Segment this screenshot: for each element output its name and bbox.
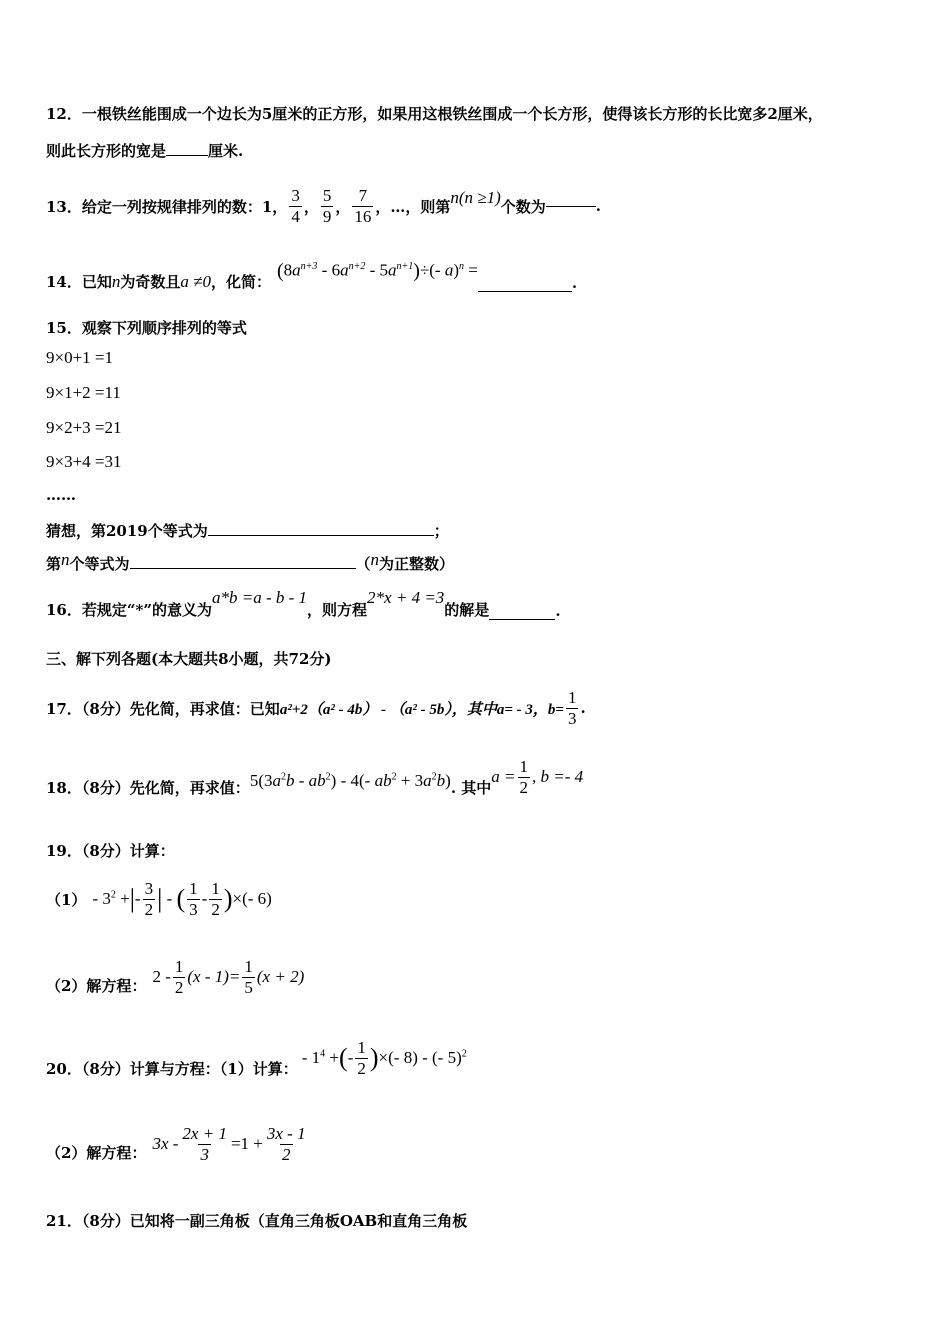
numerator: 1 [357, 1037, 366, 1057]
q19-p1-expression: - $3^2$ + [92, 889, 130, 908]
q14-prefix: 14．已知 [46, 273, 112, 291]
q13-suffix: 个数为 [500, 197, 546, 216]
q13-end: . [595, 197, 602, 215]
plus: + [115, 889, 130, 908]
q20-p1-expression: - $1^4$ + [301, 1048, 340, 1067]
q12-line1: 12．一根铁丝能围成一个边长为5厘米的正方形，如果用这根铁丝围成一个长方形，使得该长方形的长比宽多2厘米， [46, 105, 823, 123]
q16-prefix: 16．若规定“*”的意义为 [46, 601, 212, 619]
fraction [242, 957, 255, 997]
q15-nth-b: 个等式为 [69, 555, 130, 573]
q15-nth-d: 为正整数） [379, 555, 455, 573]
q21-text: 21．（8分）已知将一副三角板（直角三角板OAB和直角三角板 [46, 1212, 468, 1230]
fraction [209, 879, 222, 919]
numerator: 1 [189, 878, 198, 898]
q16 [46, 590, 561, 620]
q14-mid: 为奇数且 [120, 273, 181, 291]
part-label: （2）解方程： [46, 976, 147, 995]
denominator: 5 [244, 977, 253, 997]
denominator: 2 [282, 1144, 291, 1164]
fraction [352, 186, 373, 226]
numerator: 7 [358, 185, 368, 205]
q15-guess-text: 猜想，第2019个等式为 [46, 522, 208, 540]
fraction [289, 186, 302, 226]
q18-expression: $5(3a^2b - ab^2) - 4(-$ $ab^2 + 3a^2b$) [249, 771, 451, 790]
q13-ellipsis: ，…，则第 [375, 197, 451, 216]
q18 [46, 756, 584, 814]
part-label: （2）解方程： [46, 1143, 147, 1162]
q16-mid: ，则方程 [307, 601, 368, 619]
denominator: 3 [200, 1144, 209, 1164]
q14-end: . [571, 274, 578, 292]
q15-eq-3: 9×2+3 =21 [46, 418, 122, 437]
term: (x - 1)= [187, 967, 241, 986]
term: =1 + [230, 1134, 263, 1153]
var-n: n [111, 272, 121, 291]
denominator: 3 [189, 899, 198, 919]
numerator: 3 [144, 878, 154, 898]
q14-mid2: ，化简： [210, 273, 271, 291]
var-n: n [61, 550, 70, 569]
fraction [355, 1038, 368, 1078]
answer-blank [489, 619, 555, 620]
fraction [566, 688, 579, 728]
q12-text-a: 则此长方形的宽是 [46, 142, 167, 160]
q12-text-b: 厘米. [208, 142, 244, 160]
section-heading: 三、解下列各题(本大题共8小题，共72分) [46, 650, 332, 668]
term: - 3 [92, 889, 111, 908]
q20-part2 [46, 1124, 310, 1180]
numerator: 1 [519, 756, 529, 776]
q14-condition: a ≠0 [180, 272, 211, 291]
left-paren: ( [176, 884, 186, 913]
var-n: n [370, 550, 380, 569]
fraction [180, 1124, 229, 1164]
fraction [143, 879, 156, 919]
q12-line2 [46, 140, 243, 161]
denominator: 9 [322, 206, 332, 226]
q17-prefix: 17．（8分）先化简，再求值：已知 [46, 699, 280, 718]
numerator: 1 [211, 878, 220, 898]
q19-part2 [46, 958, 304, 1012]
answer-blank [478, 291, 572, 292]
q14-expression: $(8a^{n+3} - 6a^{n+2} - 5a^{n+1})\div(-$ a)$^n$ = [277, 260, 478, 282]
denominator: 3 [567, 708, 577, 728]
q17-expression: a²+2（a² - 4b） - （a² - 5b），其中a= - 3，b= [279, 701, 564, 718]
numerator: 1 [244, 956, 253, 976]
answer-blank [208, 535, 434, 536]
answer-blank [546, 206, 596, 207]
separator: ， [303, 197, 319, 216]
q16-definition: a*b =a - b - 1 [211, 588, 308, 607]
q15-eq-4: 9×3+4 =31 [46, 452, 122, 471]
q15-dots: …… [46, 486, 76, 504]
q15-title: 15．观察下列顺序排列的等式 [46, 319, 247, 337]
q20-prefix: 20．（8分）计算与方程：（1）计算： [46, 1059, 298, 1078]
fraction [173, 957, 186, 997]
denominator: 2 [174, 977, 184, 997]
q18-b-eq: , b =- 4 [532, 767, 584, 786]
q19-title: 19．（8分）计算： [46, 842, 175, 860]
q14 [46, 262, 577, 292]
numerator: 1 [174, 956, 184, 976]
q18-prefix: 18．（8分）先化简，再求值： [46, 778, 250, 797]
numerator: 1 [567, 687, 577, 707]
q18-mid: . 其中 [450, 778, 492, 797]
left-paren: ( [339, 1043, 348, 1072]
fraction [265, 1124, 308, 1164]
denominator: 2 [211, 899, 220, 919]
term: 3x - [152, 1134, 179, 1153]
q20-part1: 20．（8分）计算与方程：（1）计算： - $1^4$ + ( - $\frac{1}{2}$ ) ×(- 8) - (- 5)$^2$ [46, 1037, 467, 1078]
q16-end: . [555, 602, 561, 620]
fraction [518, 757, 531, 797]
q16-suffix: 的解是 [444, 601, 490, 619]
q13-prefix: 13．给定一列按规律排列的数：1， [46, 197, 288, 216]
q20-p1-end-wrap: ×(- 8) - (- 5)$^2$ [378, 1048, 467, 1067]
q19-p1-end: ×(- 6) [232, 889, 272, 908]
numerator: 3x - 1 [266, 1123, 306, 1143]
denominator: 2 [144, 899, 154, 919]
denominator: 16 [354, 206, 372, 226]
term: (x + 2) [256, 967, 305, 986]
numerator: 2x + 1 [182, 1123, 227, 1143]
term: 2 - [152, 967, 171, 986]
numerator: 3 [291, 185, 300, 205]
right-paren: ) [369, 1043, 379, 1072]
answer-blank [130, 568, 356, 569]
part-label: （1） [46, 890, 87, 909]
q13 [46, 175, 601, 237]
q16-equation: 2*x + 4 =3 [367, 588, 445, 607]
q19-part1: （1） - $3^2$ + | - $\frac{3}{2}$ | - ( $\frac{1}{3}$ - $\frac{1}{2}$ ) ×(- 6) [46, 878, 272, 919]
q13-condition: n(n ≥1) [450, 188, 501, 207]
q15-nth [46, 550, 455, 574]
term: - 1 [301, 1048, 321, 1067]
separator: ， [335, 197, 351, 216]
q17-end: . [580, 699, 586, 717]
q15-eq-2: 9×1+2 =11 [46, 383, 121, 402]
numerator: 5 [322, 185, 332, 205]
denominator: 2 [357, 1058, 366, 1078]
right-paren: ) [223, 884, 233, 913]
left-bar: | [129, 884, 135, 913]
denominator: 2 [519, 777, 529, 797]
right-bar: | [157, 884, 163, 913]
denominator: 4 [291, 206, 300, 226]
answer-blank [166, 155, 208, 156]
term: ×(- 8) - (- 5) [378, 1048, 462, 1067]
q18-a-eq: a = [491, 767, 516, 786]
q15-eq-1: 9×0+1 =1 [46, 348, 114, 367]
fraction [187, 879, 200, 919]
fraction [321, 186, 334, 226]
q17 [46, 675, 586, 741]
q15-nth-c: （ [355, 555, 371, 573]
q15-guess [46, 520, 449, 541]
q15-guess-end: ； [433, 522, 449, 540]
q15-nth-a: 第 [46, 555, 62, 573]
